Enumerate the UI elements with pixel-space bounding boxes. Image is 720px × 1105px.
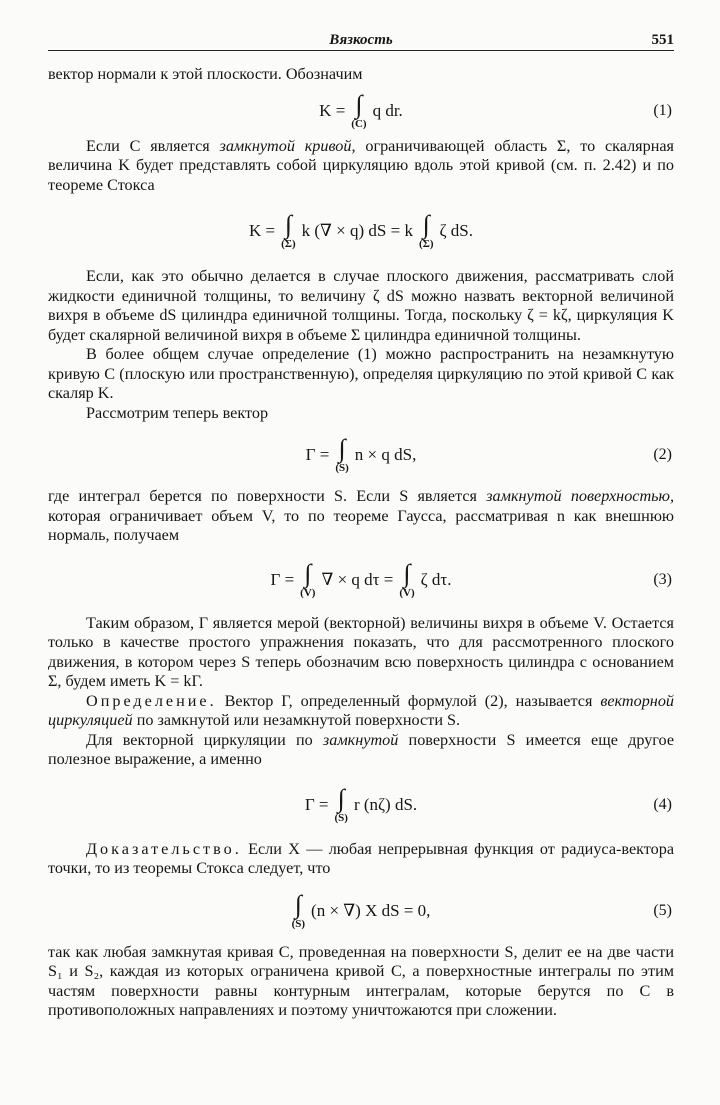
paragraph-3: Если, как это обычно делается в случае плоского движения, рассматривать слой жидкости единичной толщины, то величину ζ dS можно назвать векторной величиной вихря в объеме dS цилиндра единичной толщины. Тогда, поскольку ζ = kζ, циркуляция K будет скалярной величиной вихря в объеме Σ цилиндра единичной толщины. bbox=[48, 267, 674, 344]
proof-label: Доказательство. bbox=[86, 839, 242, 858]
integral-sign: ∫ (C) bbox=[351, 89, 367, 130]
paragraph-9: Для векторной циркуляции по замкнутой поверхности S имеется еще другое полезное выражение, а именно bbox=[48, 730, 675, 768]
paragraph-7: Таким образом, Γ является мерой (векторной) величины вихря в объеме V. Остается только в качестве простого упражнения показать, что для рассмотренного плоского движения, в котором через S теперь обозначим всю поверхность цилиндра с основанием Σ, будем иметь K = kΓ. bbox=[48, 613, 674, 690]
equation-2: Γ = ∫ (S) n × q dS, (2) bbox=[305, 434, 672, 474]
paragraph-4: В более общем случае определение (1) можно распространить на незамкнутую кривую C (плоскую или пространственную), определяя циркуляцию по этой кривой C как скаляр K. bbox=[48, 345, 674, 402]
term-closed: замкнутой bbox=[322, 730, 399, 749]
definition-label: Определение. bbox=[86, 691, 217, 710]
paragraph-2: Если C является замкнутой кривой, ограничивающей область Σ, то скалярная величина K будет представлять собой циркуляцию вдоль этой кривой (см. п. 2.42) и по теореме Стокса bbox=[48, 136, 675, 194]
equation-stokes: K = ∫ (Σ) k (∇ × q) dS = k ∫ (Σ) ζ dS. bbox=[248, 210, 473, 250]
page-header bbox=[48, 28, 674, 51]
book-page bbox=[48, 28, 674, 1021]
integral-sign: ∫ (Σ) bbox=[281, 210, 296, 250]
equation-4: Γ = ∫ (S) r (nζ) dS. (4) bbox=[304, 783, 672, 824]
integral-sign: ∫ (S) bbox=[334, 783, 348, 824]
paragraph-11: так как любая замкнутая кривая C, проведенная на поверхности S, делит ее на две части S₁ и S₂, каждая из которых ограничена кривой C, а поверхностные интегралы по этим частям поверхности равны контурным интегралам, которые берутся по C в противоположных направлениях и поэтому уничтожаются при сложении. bbox=[48, 942, 674, 1019]
equation-5: ∫ (S) (n × ∇) X dS = 0, (5) bbox=[291, 889, 672, 930]
equation-3: Γ = ∫ (V) ∇ × q dτ = ∫ (V) ζ dτ. (3) bbox=[270, 558, 672, 599]
paragraph-10: Доказательство. Если X — любая непрерывная функция от радиуса-вектора точки, то из теоремы Стокса следует, что bbox=[48, 839, 675, 877]
paragraph-1: вектор нормали к этой плоскости. Обозначим bbox=[48, 65, 363, 83]
paragraph-8: Определение. Вектор Γ, определенный формулой (2), называется векторной циркуляцией по замкнутой или незамкнутой поверхности S. bbox=[48, 691, 675, 729]
term-vector-circulation: векторной циркуляцией bbox=[48, 691, 675, 729]
integral-sign: ∫ (V) bbox=[399, 558, 415, 599]
paragraph-6: где интеграл берется по поверхности S. Если S является замкнутой поверхностью, которая ограничивает объем V, то по теореме Гаусса, рассматривая n как внешнюю нормаль, получаем bbox=[48, 487, 675, 544]
equation-1: K = ∫ (C) q dr. (1) bbox=[319, 89, 672, 130]
term-closed-curve: замкнутой кривой, bbox=[219, 136, 356, 155]
equation-number: (4) bbox=[653, 795, 672, 813]
running-title: Вязкость bbox=[329, 32, 393, 48]
equation-number: (3) bbox=[653, 570, 672, 588]
term-closed-surface: замкнутой поверхностью, bbox=[486, 487, 675, 505]
equation-number: (1) bbox=[653, 101, 672, 119]
integral-sign: ∫ (Σ) bbox=[418, 210, 434, 250]
integral-sign: ∫ (V) bbox=[300, 558, 316, 599]
integral-sign: ∫ (S) bbox=[335, 434, 349, 474]
equation-number: (5) bbox=[653, 901, 672, 919]
page-number: 551 bbox=[651, 32, 674, 48]
integral-sign: ∫ (S) bbox=[291, 889, 306, 930]
equation-number: (2) bbox=[653, 446, 672, 463]
paragraph-5: Рассмотрим теперь вектор bbox=[86, 403, 269, 422]
